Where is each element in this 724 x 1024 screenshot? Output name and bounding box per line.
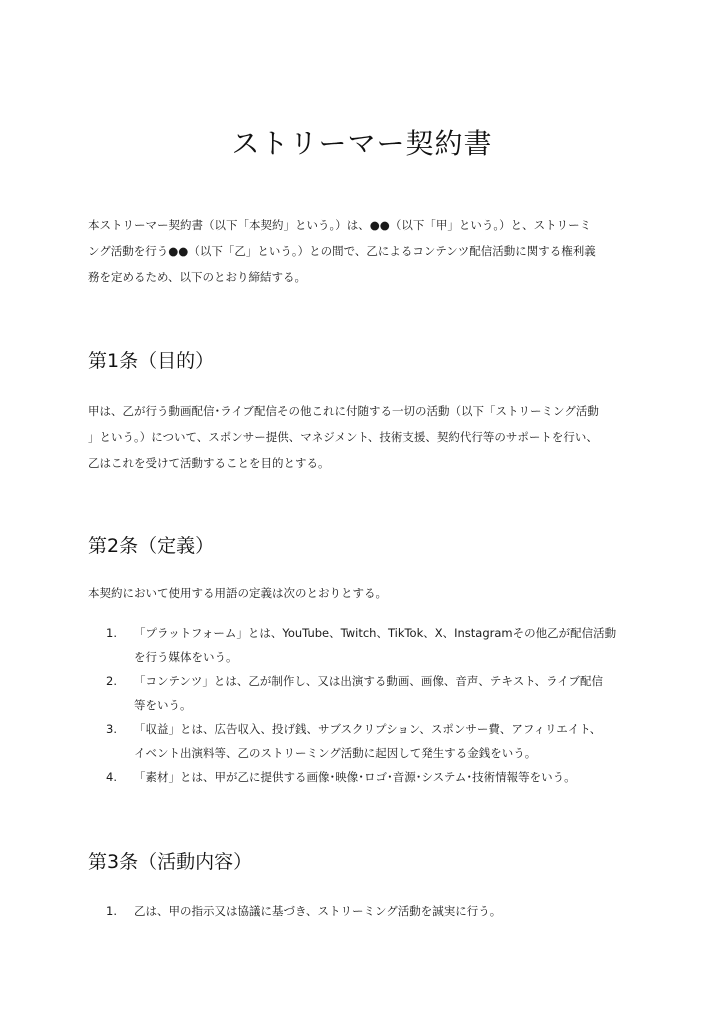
item-line: イベント出演料等、乙のストリーミング活動に起因して発生する金銭をいう。	[134, 746, 537, 760]
preamble-paragraph	[88, 212, 648, 290]
article-1-heading: 第1条（目的）	[88, 350, 215, 372]
item-line: 「素材」とは、甲が乙に提供する画像･映像･ロゴ･音源･システム･技術情報等をいう。	[134, 770, 576, 784]
definitions-list	[106, 621, 666, 789]
article-1-line: 甲は、乙が行う動画配信･ライブ配信その他これに付随する一切の活動（以下「ストリーミング活動	[88, 404, 599, 418]
preamble-line: 本ストリーマー契約書（以下「本契約」という。）は、●●（以下「甲」という。）と、ストリーミ	[88, 218, 592, 232]
preamble-line: ング活動を行う●●（以下「乙」という。）との間で、乙によるコンテンツ配信活動に関する権利義	[88, 244, 596, 258]
definition-item	[106, 669, 666, 717]
item-line: 「プラットフォーム」とは、YouTube、Twitch、TikTok、X、Instagramその他乙が配信活動	[134, 626, 617, 640]
article-2-intro-line: 本契約において使用する用語の定義は次のとおりとする。	[88, 586, 387, 600]
item-number: 3.	[106, 722, 117, 736]
activity-item	[106, 899, 666, 923]
preamble-line: 務を定めるため、以下のとおり締結する。	[88, 270, 307, 284]
item-line: 乙は、甲の指示又は協議に基づき、ストリーミング活動を誠実に行う。	[134, 904, 502, 918]
definition-item	[106, 621, 666, 669]
article-3-heading: 第3条（活動内容）	[88, 851, 253, 873]
item-line: を行う媒体をいう。	[134, 650, 238, 664]
activity-list	[106, 899, 666, 923]
item-number: 4.	[106, 770, 117, 784]
item-line: 等をいう。	[134, 698, 192, 712]
item-number: 2.	[106, 674, 117, 688]
item-number: 1.	[106, 904, 117, 918]
article-2-heading: 第2条（定義）	[88, 535, 215, 557]
definition-item	[106, 765, 666, 789]
article-1-line: 乙はこれを受けて活動することを目的とする。	[88, 456, 330, 470]
document-title: ストリーマー契約書	[231, 127, 493, 160]
article-1-line: 」という。）について、スポンサー提供、マネジメント、技術支援、契約代行等のサポートを行い、	[88, 430, 598, 444]
item-line: 「コンテンツ」とは、乙が制作し、又は出演する動画、画像、音声、テキスト、ライブ配信	[134, 674, 603, 688]
item-number: 1.	[106, 626, 117, 640]
article-2-intro	[88, 580, 648, 606]
item-line: 「収益」とは、広告収入、投げ銭、サブスクリプション、スポンサー費、アフィリエイト、	[134, 722, 602, 736]
definition-item	[106, 717, 666, 765]
article-1-body	[88, 398, 648, 476]
